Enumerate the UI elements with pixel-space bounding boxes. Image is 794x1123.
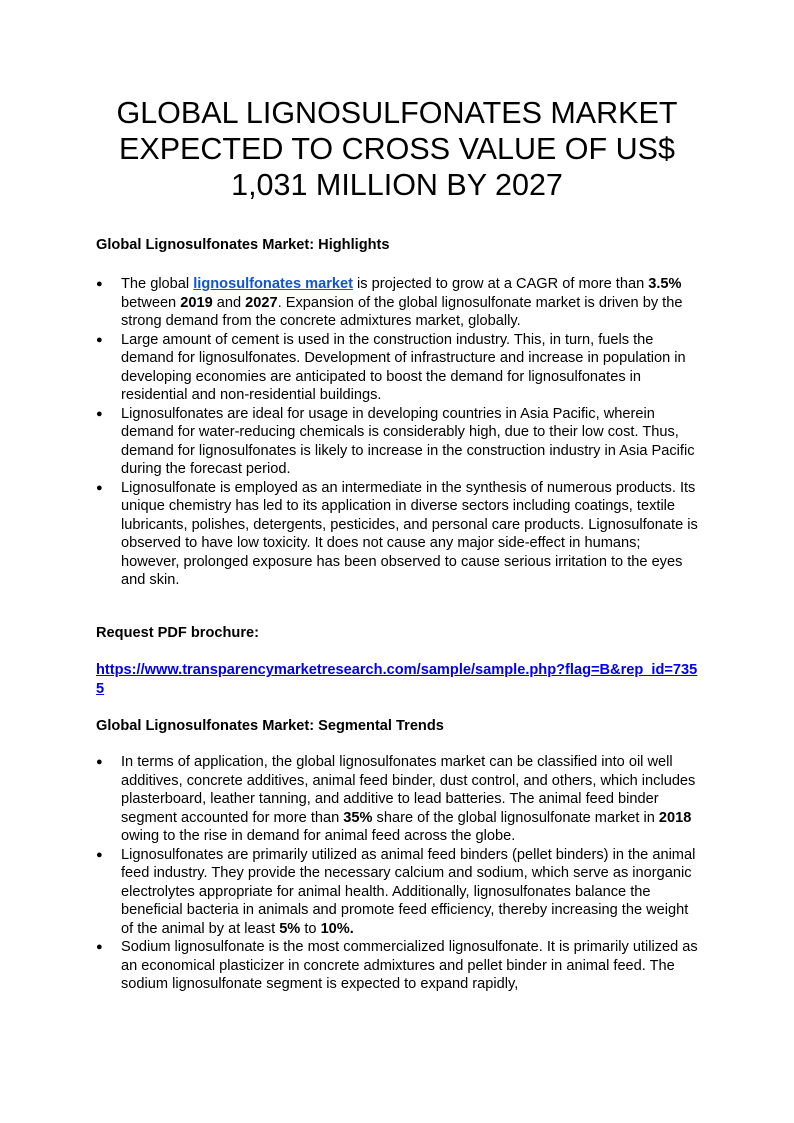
list-item [96, 331, 700, 405]
bullet-icon: ● [96, 941, 103, 953]
bullet-icon: ● [96, 278, 103, 290]
list-item [96, 938, 700, 994]
segmental-heading: Global Lignosulfonates Market: Segmental Trends [96, 718, 444, 734]
list-item-text: Lignosulfonate is employed as an intermediate in the synthesis of numerous products. Its unique chemistry has led to its application in diverse sectors including coatings, textile lubricants, polishes, detergents, pesticides, and personal care products. Lignosulfonate is observed to have low toxicity. It does not cause any major side-effect in humans; however, prolonged exposure has been observed to cause serious irritation to the eyes and skin. [121, 479, 698, 588]
weight-gain-max: 10%. [320, 920, 354, 937]
bullet-icon: ● [96, 333, 103, 346]
title-line: GLOBAL LIGNOSULFONATES MARKET [116, 96, 678, 130]
list-item-text: between [121, 294, 181, 311]
share-year: 2018 [658, 809, 692, 826]
list-item-text: In terms of application, the global lignosulfonates market can be classified into oil well additives, concrete additives, animal feed binder, dust control, and others, which includes plasterboard, leather tanning, and additive to lead batteries. The animal feed binder segment accounted for more than [121, 754, 696, 826]
list-item-text: Lignosulfonates are primarily utilized as animal feed binders (pellet binders) in the animal feed industry. They provide the necessary calcium and sodium, which serve as inorganic electrolytes appropriate for animal health. Additionally, lignosulfonates balance the beneficial bacteria in animals and promote feed efficiency, thereby increasing the weight of the animal by at least [121, 846, 696, 937]
highlights-heading: Global Lignosulfonates Market: Highlights [96, 237, 390, 253]
bullet-icon: ● [96, 848, 103, 861]
start-year: 2019 [180, 294, 213, 311]
list-item-text: Sodium lignosulfonate is the most commercialized lignosulfonate. It is primarily utilized as an economical plasticizer in concrete admixtures and pellet binder in animal feed. The sodium lignosulfonate segment is expected to expand rapidly, [121, 939, 698, 992]
lignosulfonates-market-link[interactable]: lignosulfonates market [193, 276, 353, 292]
list-item [96, 405, 700, 479]
brochure-link[interactable]: https://www.transparencymarketresearch.com/sample/sample.php?flag=B&rep_id=7355 [96, 662, 698, 697]
share-value: 35% [343, 809, 373, 826]
list-item-text: to [300, 920, 321, 937]
list-item-text: . Expansion of the global lignosulfonate market is driven by the strong demand from the concrete admixtures market, globally. [121, 294, 683, 329]
list-item-text: and [212, 294, 246, 311]
list-item [96, 846, 700, 939]
end-year: 2027 [245, 294, 278, 311]
list-item-text: Large amount of cement is used in the construction industry. This, in turn, fuels the demand for lignosulfonates. Development of infrastructure and increase in population in developing economies are anticipated to boost the demand for lignosulfonates in residential and non-residential buildings. [121, 331, 686, 403]
list-item [96, 753, 700, 846]
bullet-icon: ● [96, 481, 103, 494]
list-item [96, 275, 700, 331]
bullet-icon: ● [96, 407, 103, 420]
cagr-value: 3.5% [648, 276, 682, 292]
highlights-list [96, 275, 700, 590]
segmental-list [96, 753, 700, 994]
list-item-text: The global [121, 276, 194, 292]
list-item-text: owing to the rise in demand for animal feed across the globe. [121, 828, 516, 844]
page-title [60, 95, 734, 203]
bullet-icon: ● [96, 756, 103, 768]
list-item-text: share of the global lignosulfonate market in [372, 809, 659, 826]
title-line: EXPECTED TO CROSS VALUE OF US$ [119, 132, 675, 166]
list-item-text: is projected to grow at a CAGR of more than [352, 276, 649, 292]
brochure-heading: Request PDF brochure: [96, 625, 259, 641]
list-item-text: Lignosulfonates are ideal for usage in developing countries in Asia Pacific, wherein demand for water-reducing chemicals is considerably high, due to their low cost. Thus, demand for lignosulfonates is likely to increase in the construction industry in Asia Pacific during the forecast period. [121, 405, 695, 477]
weight-gain-min: 5% [279, 920, 301, 937]
list-item [96, 479, 700, 590]
title-line: 1,031 MILLION BY 2027 [231, 168, 563, 202]
